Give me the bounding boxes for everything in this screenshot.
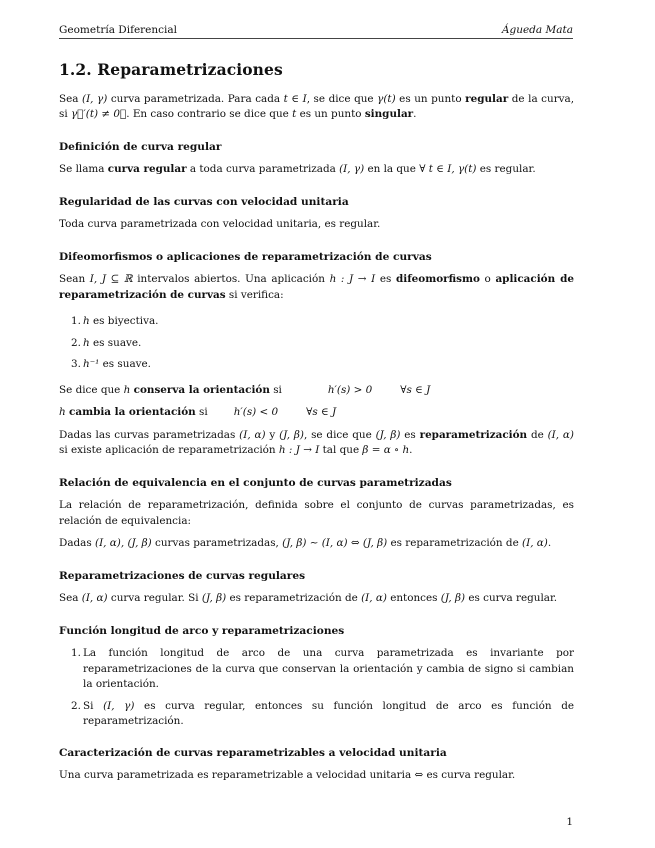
intro-paragraph: Sea (I, γ) curva parametrizada. Para cada t ∈ I, se dice que γ(t) es un punto regular de la curva, si γ⃗′(t) ≠ 0⃗. En caso contrario se dice que t es un punto singular. bbox=[59, 92, 575, 120]
page-number: 1 bbox=[566, 816, 573, 828]
subsection-title-equivalence: Relación de equivalencia en el conjunto de curvas parametrizadas bbox=[59, 476, 452, 489]
subsection-title-arc-length: Función longitud de arco y reparametrizaciones bbox=[59, 624, 345, 637]
reverses-orientation-line: h cambia la orientación si h′(s) < 0 ∀s ∈ J bbox=[59, 406, 337, 418]
diffeomorphism-definition: Sean I, J ⊆ ℝ intervalos abiertos. Una aplicación h : J → I es difeomorfismo o aplicación de reparametrización de curvas si verifica: bbox=[59, 273, 574, 301]
list-item: 1. La función longitud de arco de una curva parametrizada es invariante por reparametrizaciones de la curva que conservan la orientación y cambia de signo si cambian la orientación. bbox=[71, 647, 574, 690]
section-title: 1.2. Reparametrizaciones bbox=[59, 60, 283, 79]
arc-length-list bbox=[59, 646, 574, 730]
list-item: 2. Si (I, γ) es curva regular, entonces su función longitud de arco es función de reparametrización. bbox=[71, 699, 575, 727]
subsection-title-unit-speed-characterization: Caracterización de curvas reparametrizables a velocidad unitaria bbox=[59, 746, 447, 759]
subsection-title-regular-reparametrizations: Reparametrizaciones de curvas regulares bbox=[59, 569, 306, 582]
subsection-title-unit-speed: Regularidad de las curvas con velocidad unitaria bbox=[59, 195, 349, 208]
content bbox=[59, 62, 574, 795]
reparametrization-definition: Dadas las curvas parametrizadas (I, α) y (J, β), se dice que (J, β) es reparametrización de (I, α) si existe aplicación de reparametrización h : J → I tal que β = α ∘ h. bbox=[59, 428, 574, 456]
subsection-title-diffeomorphisms: Difeomorfismos o aplicaciones de reparametrización de curvas bbox=[59, 250, 432, 263]
list-item: 2. h es suave. bbox=[71, 336, 142, 349]
regular-reparametrization-statement: Sea (I, α) curva regular. Si (J, β) es reparametrización de (I, α) entonces (J, β) es curva regular. bbox=[59, 592, 558, 604]
header-right: Águeda Mata bbox=[501, 24, 573, 36]
list-item: 1. h es biyectiva. bbox=[71, 315, 159, 327]
unit-speed-characterization: Una curva parametrizada es reparametrizable a velocidad unitaria ⇔ es curva regular. bbox=[59, 769, 516, 781]
regular-curve-definition: Se llama curva regular a toda curva parametrizada (I, γ) en la que ∀ t ∈ I, γ(t) es regular. bbox=[59, 163, 536, 175]
header-left: Geometría Diferencial bbox=[59, 24, 178, 36]
diffeomorphism-conditions bbox=[59, 314, 574, 373]
preserves-orientation-line: Se dice que h conserva la orientación si h′(s) > 0 ∀s ∈ J bbox=[59, 383, 431, 396]
subsection-title-regular-curve: Definición de curva regular bbox=[59, 140, 222, 153]
equivalence-statement: Dadas (I, α), (J, β) curvas parametrizadas, (J, β) ∼ (I, α) ⇔ (J, β) es reparametrización de (I, α). bbox=[59, 537, 552, 549]
list-item: 3. h⁻¹ es suave. bbox=[71, 358, 151, 370]
unit-speed-paragraph: Toda curva parametrizada con velocidad unitaria, es regular. bbox=[59, 218, 381, 230]
equivalence-paragraph: La relación de reparametrización, definida sobre el conjunto de curvas parametrizadas, es relación de equivalencia: bbox=[59, 499, 574, 527]
running-header bbox=[59, 24, 573, 39]
